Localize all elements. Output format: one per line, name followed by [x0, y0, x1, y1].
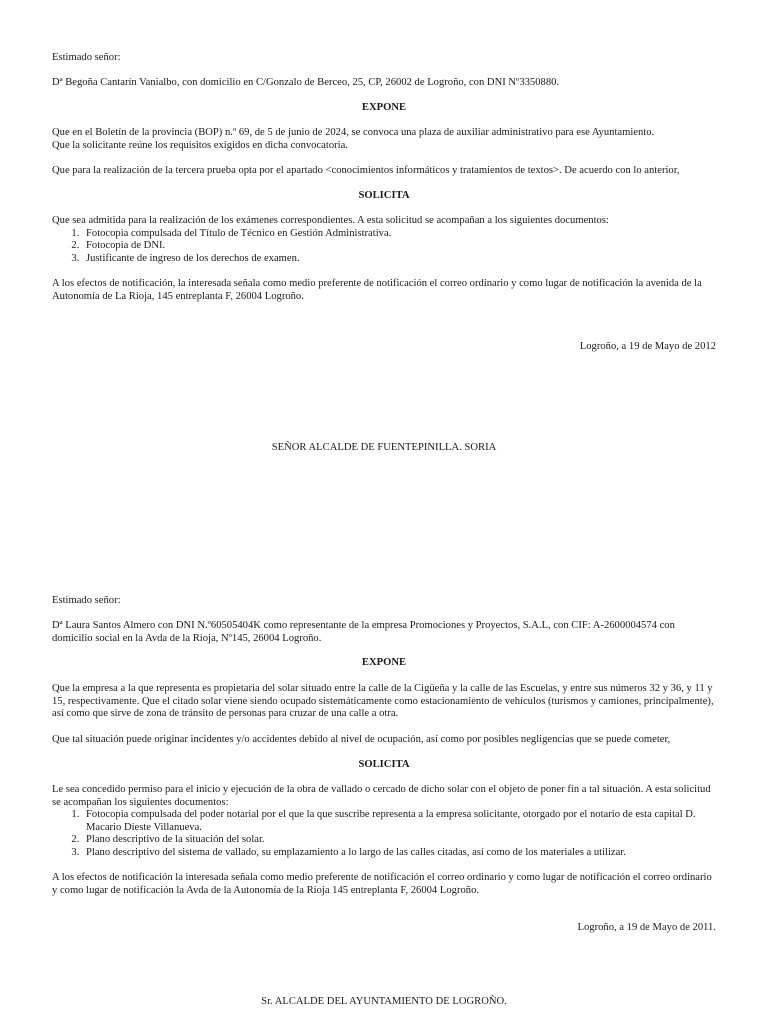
letter2-greeting: Estimado señor: [52, 595, 121, 606]
letter1-intro: Dª Begoña Cantarín Vanialbo, con domicilio en C/Gonzalo de Berceo, 25, CP, 26002 de Logroño, con DNI Nº3350880. [52, 77, 560, 88]
letter1-expone-para2: Que para la realización de la tercera prueba opta por el apartado <conocimientos informáticos y tratamientos de textos>. De acuerdo con lo anterior, [52, 165, 680, 176]
letter2-expone-heading: EXPONE [361, 657, 407, 668]
letter1-date: Logroño, a 19 de Mayo de 2012 [579, 341, 716, 352]
letter2-date: Logroño, a 19 de Mayo de 2011. [577, 922, 716, 933]
letter1-expone-block [52, 127, 716, 152]
letter1-solicita-heading: SOLICITA [358, 190, 410, 201]
letter1-solicita-intro: Que sea admitida para la realización de los exámenes correspondientes. A esta solicitud se acompañan a los siguientes documentos: [52, 215, 609, 226]
list-item: 1. Fotocopia compulsada del poder notarial por el que la que suscribe representa a la empresa solicitante, otorgado por el notario de esta capital D. Macario Dieste Villanueva. [82, 809, 716, 834]
letter2-intro: Dª Laura Santos Almero con DNI N.º60505404K como representante de la empresa Promociones y Proyectos, S.A.L, con CIF: A-2600004574 con domicilio social en la Avda de la Rioja, Nº145, 26004 Logroño. [52, 620, 675, 644]
letter1-expone-line1: Que en el Boletín de la provincia (BOP) n.º 69, de 5 de junio de 2024, se convoca una plaza de auxiliar administrativo para ese Ayuntamiento. [52, 127, 655, 138]
letter2-solicita-block [52, 784, 716, 860]
list-item: 2. Fotocopia de DNI. [82, 240, 716, 253]
letter2-expone-para2: Que tal situación puede originar incidentes y/o accidentes debido al nivel de ocupación, así como por posibles negligencias que se puede cometer, [52, 734, 671, 745]
letter2-solicita-heading: SOLICITA [358, 759, 410, 770]
list-item: 3. Justificante de ingreso de los derechos de examen. [82, 253, 716, 266]
letter1-addressee: SEÑOR ALCALDE DE FUENTEPINILLA. SORIA [271, 442, 497, 453]
letter1-notificacion: A los efectos de notificación, la interesada señala como medio preferente de notificación el correo ordinario y como lugar de notificación la avenida de la Autonomía de La Rioja, 145 entreplanta F, 26004 Logroño. [52, 278, 702, 302]
list-item: 3. Plano descriptivo del sistema de vallado, su emplazamiento a lo largo de las calles citadas, así como de los materiales a utilizar. [82, 847, 716, 860]
letter2-notificacion: A los efectos de notificación la interesada señala como medio preferente de notificación el correo ordinario y como lugar de notificación el correo ordinario y como lugar de notificación la Avda de la Autonomía de la Rioja 145 entreplanta F, 26004 Logroño. [52, 872, 712, 896]
list-item: 1. Fotocopia compulsada del Título de Técnico en Gestión Administrativa. [82, 228, 716, 241]
letter2-solicita-intro: Le sea concedido permiso para el inicio y ejecución de la obra de vallado o cercado de dicho solar con el objeto de poner fin a tal situación. A esta solicitud se acompañan los siguientes documentos: [52, 784, 711, 808]
letter1-expone-line2: Que la solicitante reúne los requisitos exigidos en dicha convocatoria. [52, 139, 348, 151]
letter1-solicita-block [52, 215, 716, 265]
document-page [52, 0, 716, 1024]
letter2-addressee: Sr. ALCALDE DEL AYUNTAMIENTO DE LOGROÑO. [261, 996, 507, 1007]
letter1-greeting: Estimado señor: [52, 52, 121, 63]
letter1-expone-heading: EXPONE [361, 102, 407, 113]
letter1-document-list [52, 228, 716, 266]
list-item: 2. Plano descriptivo de la situación del solar. [82, 834, 716, 847]
letter2-expone-para1: Que la empresa a la que representa es propietaria del solar situado entre la calle de la Cigüeña y la calle de las Escuelas, y entre sus números 32 y 36, y 11 y 15, respectivamente. Que el citado solar viene siendo ocupado sistemáticamente como estacionamiento de vehículos (turismos y camiones, principalmente), así como que sirve de zona de tránsito de personas para cruzar de una calle a otra. [52, 683, 714, 720]
letter2-document-list [52, 809, 716, 859]
